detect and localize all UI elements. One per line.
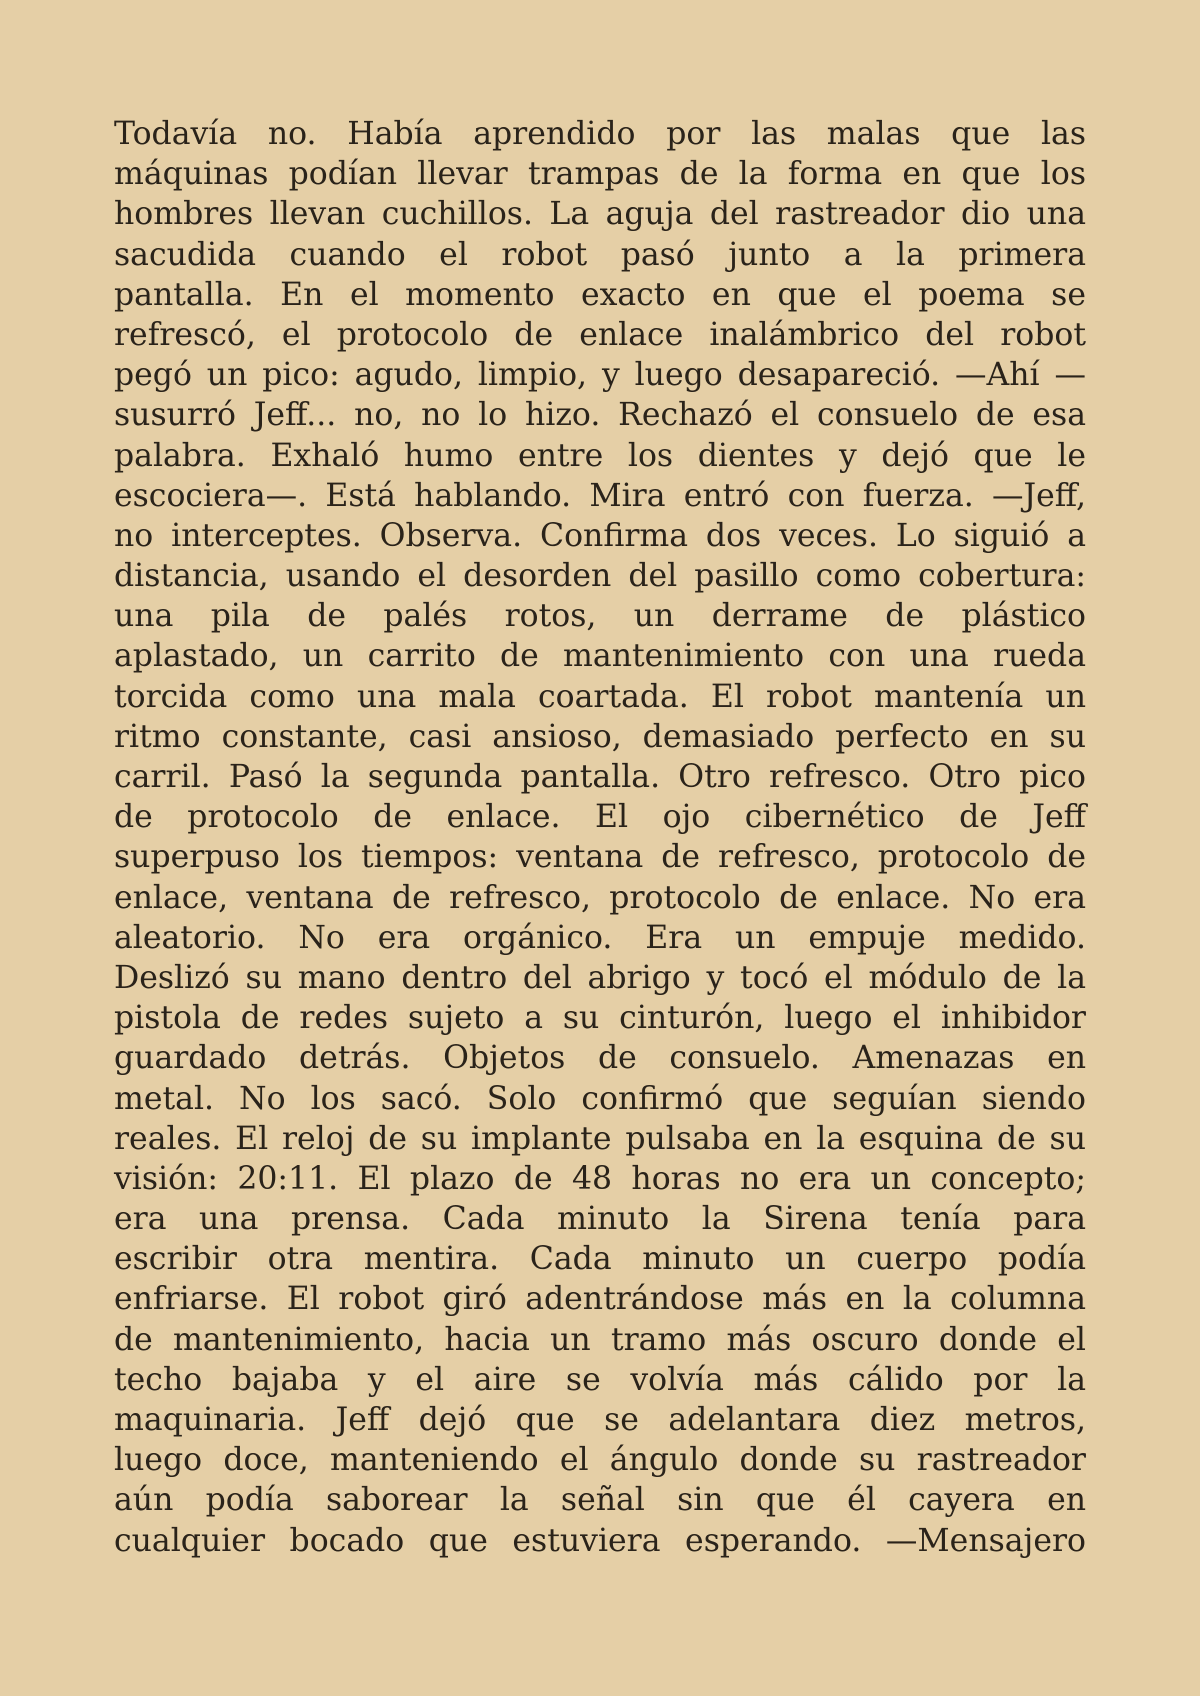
text-line: palabra. Exhaló humo entre los dientes y dejó que le <box>114 437 1086 474</box>
page-body-text <box>114 114 1086 1561</box>
text-line: Todavía no. Había aprendido por las malas que las <box>114 116 1086 152</box>
text-line: visión: 20:11. El plazo de 48 horas no era un concepto; <box>114 1160 1086 1197</box>
text-line: ritmo constante, casi ansioso, demasiado perfecto en su <box>114 718 1086 755</box>
text-line: aún podía saborear la señal sin que él cayera en <box>114 1482 1086 1519</box>
text-line: pistola de redes sujeto a su cinturón, luego el inhibidor <box>114 1000 1086 1037</box>
text-line: reales. El reloj de su implante pulsaba en la esquina de su <box>114 1120 1086 1157</box>
text-line: era una prensa. Cada minuto la Sirena tenía para <box>114 1201 1086 1238</box>
text-line: enfriarse. El robot giró adentrándose más en la columna <box>114 1281 1086 1318</box>
text-line: hombres llevan cuchillos. La aguja del rastreador dio una <box>114 196 1086 233</box>
text-line: aplastado, un carrito de mantenimiento con una rueda <box>114 638 1086 675</box>
text-line: máquinas podían llevar trampas de la forma en que los <box>114 156 1086 193</box>
text-line: una pila de palés rotos, un derrame de plástico <box>114 598 1086 635</box>
text-line: Deslizó su mano dentro del abrigo y tocó el módulo de la <box>114 959 1086 996</box>
text-line: maquinaria. Jeff dejó que se adelantara diez metros, <box>114 1402 1086 1438</box>
text-line: superpuso los tiempos: ventana de refresco, protocolo de <box>114 839 1086 876</box>
text-line: no interceptes. Observa. Confirma dos veces. Lo siguió a <box>114 517 1086 554</box>
text-line: torcida como una mala coartada. El robot mantenía un <box>114 678 1086 715</box>
text-line: cualquier bocado que estuviera esperando. —Mensajero <box>114 1522 1086 1559</box>
text-line: escribir otra mentira. Cada minuto un cuerpo podía <box>114 1241 1086 1278</box>
text-line: escociera—. Está hablando. Mira entró con fuerza. —Jeff, <box>114 477 1086 514</box>
text-line: aleatorio. No era orgánico. Era un empuje medido. <box>114 919 1086 956</box>
text-line: techo bajaba y el aire se volvía más cálido por la <box>114 1361 1086 1398</box>
text-line: distancia, usando el desorden del pasillo como cobertura: <box>114 558 1086 595</box>
text-line: enlace, ventana de refresco, protocolo de enlace. No era <box>114 879 1086 916</box>
text-line: de protocolo de enlace. El ojo cibernético de Jeff <box>114 799 1086 836</box>
text-line: refrescó, el protocolo de enlace inalámbrico del robot <box>114 316 1086 353</box>
text-line: guardado detrás. Objetos de consuelo. Amenazas en <box>114 1040 1086 1077</box>
text-line: pantalla. En el momento exacto en que el poema se <box>114 276 1086 313</box>
text-line: de mantenimiento, hacia un tramo más oscuro donde el <box>114 1321 1086 1358</box>
text-line: pegó un pico: agudo, limpio, y luego desapareció. —Ahí — <box>114 357 1086 394</box>
text-line: carril. Pasó la segunda pantalla. Otro refresco. Otro pico <box>114 759 1086 795</box>
text-line: sacudida cuando el robot pasó junto a la primera <box>114 236 1086 273</box>
text-line: susurró Jeff... no, no lo hizo. Rechazó el consuelo de esa <box>114 397 1086 434</box>
text-line: luego doce, manteniendo el ángulo donde su rastreador <box>114 1442 1086 1479</box>
text-line: metal. No los sacó. Solo confirmó que seguían siendo <box>114 1080 1086 1117</box>
